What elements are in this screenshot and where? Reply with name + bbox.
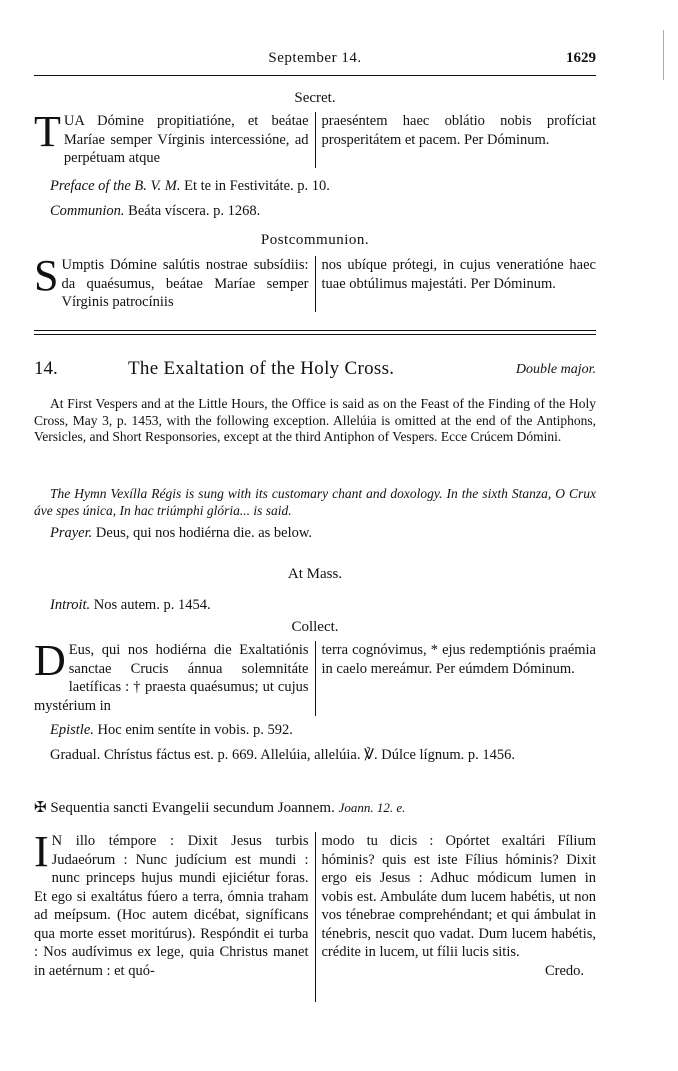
prayer-label: Prayer. bbox=[50, 525, 93, 541]
introit-label: Introit. bbox=[50, 597, 91, 613]
gradual-line: Gradual. Chrístus fáctus est. p. 669. Allelúia, allelúia. ℣. Dúlce lígnum. p. 1456. bbox=[50, 747, 515, 763]
epistle-label: Epistle. bbox=[50, 722, 94, 738]
collect-left-column bbox=[34, 636, 316, 716]
postcommunion-dropcap: S bbox=[34, 251, 59, 300]
secret-right-column: praeséntem haec oblátio nobis profíciat prosperitátem et pacem. Per Dóminum. bbox=[321, 113, 596, 148]
prayer-text: Deus, qui nos hodiérna die. as below. bbox=[92, 525, 313, 541]
preface-label: Preface of the B. V. M. bbox=[50, 178, 181, 194]
collect-dropcap: D bbox=[34, 636, 66, 685]
feast-rank: Double major. bbox=[515, 362, 596, 377]
gospel-columns bbox=[34, 827, 596, 1002]
preface-text: Et te in Festivitáte. p. 10. bbox=[180, 178, 330, 194]
communion-line bbox=[50, 203, 596, 220]
collect-columns bbox=[34, 636, 596, 716]
gospel-reference: Joann. 12. e. bbox=[338, 800, 406, 815]
secret-dropcap: T bbox=[34, 107, 61, 156]
introit-text: Nos autem. p. 1454. bbox=[90, 597, 211, 613]
postcommunion-heading: Postcommunion. bbox=[260, 232, 370, 248]
section-rule-bottom bbox=[34, 334, 596, 335]
collect-heading: Collect. bbox=[291, 619, 339, 635]
gospel-right-column bbox=[316, 832, 597, 1002]
postcommunion-left-text: Umptis Dómine salútis nostrae subsídiis: da quaésumus, beátae Maríae semper Vírginis patrocíniis bbox=[61, 257, 309, 310]
postcommunion-left-column bbox=[34, 251, 316, 312]
preface-line bbox=[50, 178, 596, 195]
gospel-dropcap: I bbox=[34, 827, 49, 876]
collect-left-text: Eus, qui nos hodiérna die Exaltatiónis sanctae Crucis ánnua solemnitáte laetíficas : † praesta quaésumus; ut cujus mystérium in bbox=[34, 642, 309, 714]
first-vespers-rubric: At First Vespers and at the Little Hours, the Office is said as on the Feast of the Finding of the Holy Cross, May 3, p. 1453, with the following exception. Allelúia is omitted at the end of the Antiphons, Versicles, and Short Responsories, except at the third Antiphon of Vespers. Ecce Crúcem Dómini. bbox=[34, 396, 596, 444]
secret-columns bbox=[34, 107, 596, 168]
collect-right-column: terra cognóvimus, * ejus redemptiónis praémia in caelo mereámur. Per eúmdem Dóminum. bbox=[321, 642, 596, 677]
secret-left-text: UA Dómine propitiatióne, et beátae Maríae semper Vírginis intercessióne, ad perpétuam atque bbox=[63, 113, 309, 166]
feast-title: The Exaltation of the Holy Cross. bbox=[128, 358, 395, 379]
header-date: September 14. bbox=[268, 50, 362, 66]
epistle-text: Hoc enim sentíte in vobis. p. 592. bbox=[93, 722, 293, 738]
cross-icon: ✠ bbox=[34, 800, 47, 816]
header-rule bbox=[34, 75, 596, 76]
feast-number: 14. bbox=[34, 358, 58, 379]
secret-heading: Secret. bbox=[294, 90, 336, 106]
introit-line bbox=[50, 597, 596, 614]
page-number: 1629 bbox=[566, 50, 596, 66]
gospel-left-column bbox=[34, 827, 316, 1002]
margin-mark bbox=[663, 30, 666, 80]
hymn-rubric: The Hymn Vexílla Régis is sung with its customary chant and doxology. In the sixth Stanza, O Crux áve spes única, In hac triúmphi glória... is said. bbox=[34, 486, 596, 518]
gospel-heading-text: Sequentia sancti Evangelii secundum Joannem. bbox=[50, 800, 335, 816]
running-header bbox=[34, 50, 596, 72]
credo-text: Credo. bbox=[544, 962, 584, 979]
gospel-heading bbox=[34, 798, 580, 817]
communion-text: Beáta víscera. p. 1268. bbox=[124, 203, 261, 219]
gospel-left-text: N illo témpore : Dixit Jesus turbis Judaeórum : Nunc judícium est mundi : nunc princeps hujus mundi ejiciétur foras. Et ego si exaltátus fúero a terra, ómnia traham ad meípsum. (Hoc autem dicébat, signíficans qua morte esset moritúrus). Respóndit ei turba : Nos audívimus ex lege, quia Christus manet in aetérnum : et quó- bbox=[34, 833, 309, 979]
postcommunion-columns bbox=[34, 251, 596, 312]
at-mass-heading: At Mass. bbox=[287, 566, 343, 582]
prayer-line bbox=[50, 525, 596, 542]
secret-left-column bbox=[34, 107, 316, 168]
epistle-line bbox=[50, 722, 596, 739]
communion-label: Communion. bbox=[50, 203, 125, 219]
gospel-right-text: modo tu dicis : Opórtet exaltári Fílium hóminis? quis est iste Fílius hóminis? Dixit ergo eis Jesus : Adhuc módicum lumen in vobis est. Ambuláte dum lucem habétis, ut non vos ténebrae comprehéndant; et qui ámbulat in ténebris, nescit quo vadat. Dum lucem habétis, crédite in lucem, ut fílii lucis sitis. bbox=[321, 833, 596, 960]
postcommunion-right-column: nos ubíque prótegi, in cujus veneratióne haec tuae obtúlimus majestáti. Per Dóminum. bbox=[321, 257, 596, 292]
section-rule-top bbox=[34, 330, 596, 331]
